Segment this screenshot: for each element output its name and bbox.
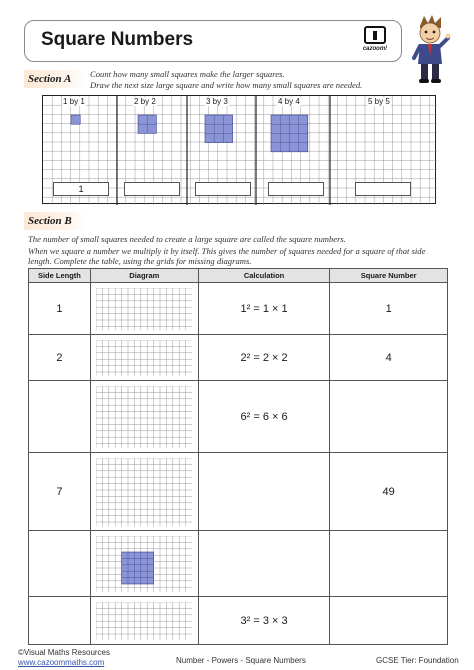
- square-number-cell[interactable]: 49: [330, 453, 448, 531]
- answer-box-4[interactable]: [268, 182, 324, 196]
- square-number-cell[interactable]: [330, 381, 448, 453]
- diagram-cell[interactable]: [90, 283, 198, 335]
- table-row: [29, 335, 448, 381]
- grid-square-1: [71, 115, 80, 124]
- column-header-side-length: Side Length: [29, 269, 91, 283]
- page-title: Square Numbers: [41, 29, 194, 50]
- footer-tier: GCSE Tier: Foundation: [376, 656, 459, 665]
- diagram-grid: [96, 458, 192, 526]
- section-b-instruction-1: The number of small squares needed to create a large square are called the square numbers.: [28, 234, 346, 244]
- side-length-cell[interactable]: 7: [29, 453, 91, 531]
- diagram-grid: [96, 386, 192, 448]
- grid-square-3: [205, 115, 233, 143]
- cazoom-logo-icon: [364, 26, 386, 44]
- square-label-5: 5 by 5: [368, 97, 390, 106]
- square-numbers-table: [28, 268, 448, 645]
- square-label-4: 4 by 4: [278, 97, 300, 106]
- diagram-grid: [96, 288, 192, 330]
- column-header-diagram: Diagram: [90, 269, 198, 283]
- answer-box-1[interactable]: 1: [53, 182, 109, 196]
- side-length-cell[interactable]: [29, 381, 91, 453]
- side-length-cell[interactable]: [29, 597, 91, 645]
- side-length-cell[interactable]: 1: [29, 283, 91, 335]
- diagram-grid: [96, 340, 192, 376]
- square-label-2: 2 by 2: [134, 97, 156, 106]
- diagram-grid: [96, 536, 192, 592]
- diagram-cell[interactable]: [90, 531, 198, 597]
- calculation-cell[interactable]: 1² = 1 × 1: [198, 283, 330, 335]
- section-a-label: Section A: [24, 70, 85, 88]
- footer-topic: Number - Powers - Square Numbers: [176, 656, 306, 665]
- table-row: [29, 597, 448, 645]
- diagram-grid: [96, 602, 192, 640]
- diagram-cell[interactable]: [90, 597, 198, 645]
- footer-url-link[interactable]: www.cazoommaths.com: [18, 658, 105, 667]
- column-header-calculation: Calculation: [198, 269, 330, 283]
- footer-left: [18, 648, 110, 668]
- section-b-label: Section B: [24, 212, 86, 230]
- calculation-cell[interactable]: 2² = 2 × 2: [198, 335, 330, 381]
- cartoon-boy-mascot-icon: [408, 14, 452, 86]
- side-length-cell[interactable]: 2: [29, 335, 91, 381]
- square-number-cell[interactable]: 4: [330, 335, 448, 381]
- section-b-instruction-3: length. Complete the table, using the grids for missing diagrams.: [28, 256, 252, 266]
- diagram-square: [122, 552, 154, 584]
- logo-text: cazoom!: [362, 46, 388, 52]
- diagram-cell[interactable]: [90, 453, 198, 531]
- square-label-1: 1 by 1: [63, 97, 85, 106]
- calculation-cell[interactable]: [198, 531, 330, 597]
- section-a-instruction-1: Count how many small squares make the larger squares.: [90, 69, 285, 79]
- calculation-cell[interactable]: 3² = 3 × 3: [198, 597, 330, 645]
- calculation-cell[interactable]: [198, 453, 330, 531]
- table-row: [29, 453, 448, 531]
- cazoom-logo: [357, 24, 393, 58]
- table-header-row: [29, 269, 448, 283]
- title-box: [24, 20, 402, 62]
- diagram-cell[interactable]: [90, 335, 198, 381]
- table-row: [29, 531, 448, 597]
- square-label-3: 3 by 3: [206, 97, 228, 106]
- square-number-cell[interactable]: 1: [330, 283, 448, 335]
- table-row: [29, 283, 448, 335]
- answer-box-2[interactable]: [124, 182, 180, 196]
- diagram-cell[interactable]: [90, 381, 198, 453]
- column-header-square-number: Square Number: [330, 269, 448, 283]
- square-number-cell[interactable]: [330, 597, 448, 645]
- table-row: [29, 381, 448, 453]
- side-length-cell[interactable]: [29, 531, 91, 597]
- calculation-cell[interactable]: 6² = 6 × 6: [198, 381, 330, 453]
- answer-box-3[interactable]: [195, 182, 251, 196]
- section-b-instruction-2: When we square a number we multiply it by itself. This gives the number of squares needed for a square of that side: [28, 246, 426, 256]
- section-a-instruction-2: Draw the next size large square and write how many small squares are needed.: [90, 80, 363, 90]
- square-number-cell[interactable]: [330, 531, 448, 597]
- footer-copyright: ©Visual Maths Resources: [18, 648, 111, 657]
- answer-box-5[interactable]: [355, 182, 411, 196]
